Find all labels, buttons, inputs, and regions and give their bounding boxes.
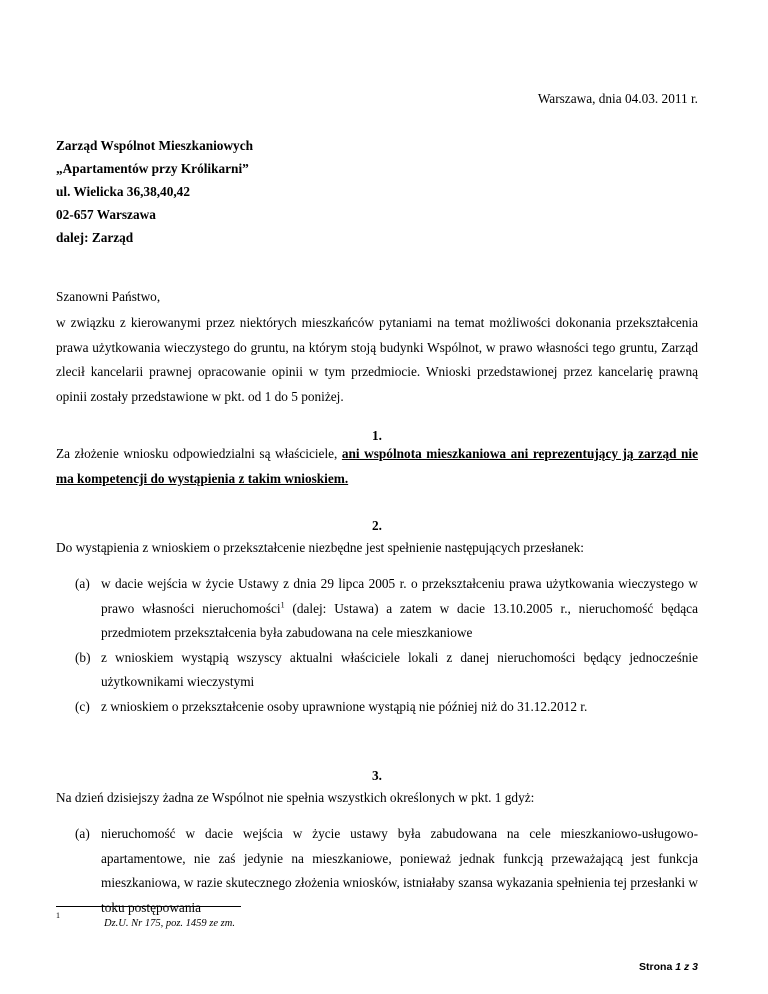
intro-paragraph: w związku z kierowanymi przez niektórych mieszkańców pytaniami na temat możliwości dokonania przekształcenia prawa użytkowania wieczystego do gruntu, na którym stoją budynki Wspólnot, w prawo własności tego gruntu, Zarząd zlecił kancelarii prawnej opracowanie opinii w tym przedmiocie. Wnioski przedstawionej przez kancelarię prawną opinii zostały przedstawione w pkt. od 1 do 5 poniżej. bbox=[56, 315, 698, 404]
list-item bbox=[75, 646, 698, 695]
address-line: „Apartamentów przy Królikarni” bbox=[56, 161, 249, 176]
footnote-divider bbox=[56, 906, 241, 907]
item-text: w dacie wejścia w życie Ustawy z dnia 29 lipca 2005 r. o przekształceniu prawa użytkowania wieczystego w prawo własności nieruchomości bbox=[101, 576, 698, 616]
item-text: nieruchomość w dacie wejścia w życie ustawy była zabudowana na cele mieszkaniowo-usługowo-apartamentowe, nie zaś jedynie na mieszkaniowe, ponieważ jednak funkcją przeważającą jest funkcja mieszkaniowa, w razie skutecznego złożenia wniosków, istniałaby szansa wykazania spełnienia tej przesłanki w toku postępowania bbox=[101, 826, 698, 915]
item-label: (b) bbox=[75, 649, 91, 665]
date-line: Warszawa, dnia 04.03. 2011 r. bbox=[537, 91, 698, 106]
item-text: z wnioskiem wystąpią wszyscy aktualni właściciele lokali z danej nieruchomości będący jednocześnie użytkownikami wieczystymi bbox=[101, 649, 698, 689]
page-footer bbox=[639, 961, 698, 973]
section-1-number: 1. bbox=[372, 428, 382, 443]
section-2-list bbox=[75, 572, 698, 719]
footnote-text: Dz.U. Nr 175, poz. 1459 ze zm. bbox=[104, 918, 235, 929]
recipient-address bbox=[56, 136, 253, 251]
section-1-underlined: ani wspólnota mieszkaniowa ani reprezentujący ją zarząd nie ma kompetencji do wystąpienia z takim wnioskiem. bbox=[56, 446, 698, 486]
address-line: 02-657 Warszawa bbox=[56, 207, 156, 222]
section-2-number: 2. bbox=[372, 518, 382, 533]
section-3-text: Na dzień dzisiejszy żadna ze Wspólnot nie spełnia wszystkich określonych w pkt. 1 gdyż: bbox=[56, 790, 535, 805]
section-3-number: 3. bbox=[372, 768, 382, 783]
item-label: (a) bbox=[75, 576, 90, 591]
footnote-ref: 1 bbox=[280, 600, 285, 610]
item-label: (c) bbox=[75, 698, 90, 714]
footnote-number: 1 bbox=[56, 911, 60, 920]
list-item bbox=[75, 572, 698, 646]
footer-of: z bbox=[683, 961, 690, 973]
section-2-text: Do wystąpienia z wnioskiem o przekształcenie niezbędne jest spełnienie następujących przesłanek: bbox=[56, 540, 584, 555]
footer-total-pages: 3 bbox=[692, 961, 698, 973]
item-text: (dalej: Ustawa) a zatem w dacie 13.10.2005 r., nieruchomość będąca przedmiotem przekształcenia była zabudowana na cele mieszkaniowe bbox=[101, 600, 698, 640]
footer-page-number: 1 bbox=[675, 961, 682, 973]
list-item bbox=[75, 695, 698, 720]
address-line: ul. Wielicka 36,38,40,42 bbox=[56, 184, 190, 199]
item-text: z wnioskiem o przekształcenie osoby uprawnione wystąpią nie później niż do 31.12.2012 r. bbox=[101, 698, 588, 714]
address-line: Zarząd Wspólnot Mieszkaniowych bbox=[56, 138, 254, 153]
section-1-text bbox=[56, 442, 698, 491]
address-line: dalej: Zarząd bbox=[56, 230, 134, 245]
footer-label: Strona bbox=[639, 961, 673, 973]
salutation: Szanowni Państwo, bbox=[56, 289, 161, 304]
section-1-plain: Za złożenie wniosku odpowiedzialni są właściciele, bbox=[56, 446, 342, 461]
item-label: (a) bbox=[75, 826, 90, 841]
